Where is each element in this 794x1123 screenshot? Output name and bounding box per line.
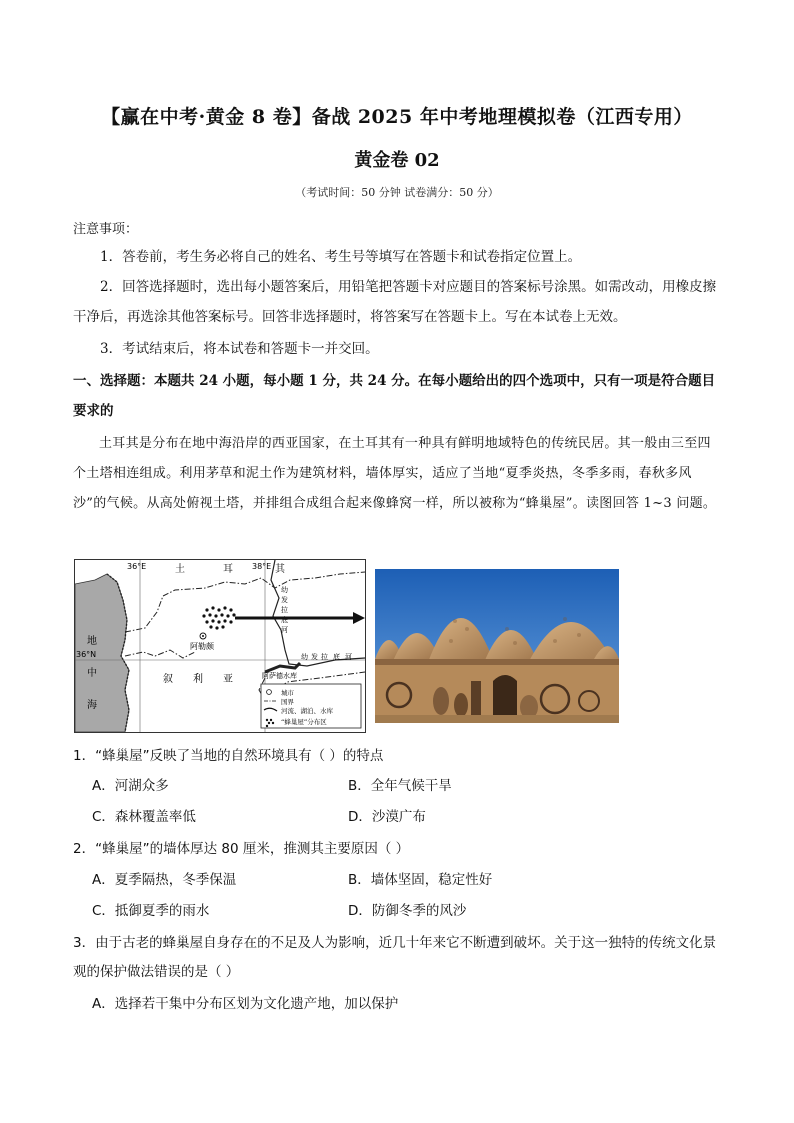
- sea-label-1: 地: [87, 636, 97, 647]
- legend-border: 国界: [281, 698, 294, 706]
- question-1-option-a[interactable]: A．河湖众多: [92, 778, 169, 794]
- border-west: [125, 650, 195, 658]
- sea-label-3: 海: [87, 700, 97, 711]
- beehive-illustration: [375, 569, 619, 723]
- question-2-option-b[interactable]: B．墙体坚固，稳定性好: [348, 872, 493, 888]
- river2-label-3: 拉: [321, 653, 328, 661]
- lon-label-38: 38°E: [252, 562, 272, 571]
- river2-label-4: 底: [333, 653, 340, 661]
- river-label-2: 发: [281, 596, 288, 604]
- question-1-option-c[interactable]: C．森林覆盖率低: [92, 809, 196, 825]
- legend-city: 城市: [281, 689, 294, 697]
- question-1-option-d[interactable]: D．沙漠广布: [348, 809, 426, 825]
- river-label-1: 幼: [281, 586, 288, 594]
- river-label-3: 拉: [281, 606, 288, 614]
- notice-item-1: 1．答卷前，考生务必将自己的姓名、考生号等填写在答题卡和试卷指定位置上。: [100, 249, 582, 265]
- river-label-4: 底: [281, 616, 288, 624]
- river2-label-5: 河: [345, 653, 352, 661]
- lat-label-36: 36°N: [76, 650, 97, 659]
- exam-subtitle: 黄金卷 02: [354, 150, 440, 171]
- reading-passage: 土耳其是分布在地中海沿岸的西亚国家，在土耳其有一种具有鲜明地域特色的传统民居。其一般由三至四个土塔相连组成。利用茅草和泥土作为建筑材料，墙体厚实，适应了当地“夏季炎热，冬季多雨，春秋多风沙”的气候。从高处俯视土塔，并排组合成组合起来像蜂窝一样，所以被称为“蜂巢屋”。读图回答 1~3 问题。: [73, 436, 717, 511]
- question-2-stem: 2．“蜂巢屋”的墙体厚达 80 厘米，推测其主要原因（ ）: [73, 841, 410, 857]
- beehive-distribution: [202, 606, 235, 629]
- arrow-head-icon: [353, 612, 365, 624]
- question-2-option-d[interactable]: D．防御冬季的风沙: [348, 903, 467, 919]
- country-top-1: 土: [175, 564, 185, 575]
- country-top-3: 其: [275, 564, 285, 575]
- country-bottom-1: 叙: [163, 674, 173, 685]
- legend-beehive: “蜂巢屋”分布区: [281, 718, 327, 726]
- lon-label-36: 36°E: [127, 562, 147, 571]
- notice-heading: 注意事项：: [73, 222, 139, 237]
- country-bottom-2: 利: [193, 674, 203, 685]
- country-top-2: 耳: [223, 564, 233, 575]
- notice-item-3: 3．考试结束后，将本试卷和答题卡一并交回。: [100, 341, 379, 357]
- notice-item-2: 2．回答选择题时，选出每小题答案后，用铅笔把答题卡对应题目的答案标号涂黑。如需改动，用橡皮擦干净后，再选涂其他答案标号。回答非选择题时，将答案写在答题卡上。写在本试卷上无效。: [73, 279, 717, 325]
- question-2-option-c[interactable]: C．抵御夏季的雨水: [92, 903, 210, 919]
- map-figure: [74, 559, 366, 733]
- section-heading: 一、选择题：本题共 24 小题，每小题 1 分，共 24 分。在每小题给出的四个选项中，只有一项是符合题目要求的: [73, 373, 716, 419]
- question-3-stem: 3．由于古老的蜂巢屋自身存在的不足及人为影响，近几十年来它不断遭到破坏。关于这一独特的传统文化景观的保护做法错误的是（ ）: [73, 935, 717, 980]
- city-label: 阿勒颇: [190, 642, 214, 651]
- exam-title: 【赢在中考·黄金 8 卷】备战 2025 年中考地理模拟卷（江西专用）: [101, 106, 693, 128]
- question-2-option-a[interactable]: A．夏季隔热，冬季保温: [92, 872, 237, 888]
- reservoir-label: 阿萨德水库: [262, 672, 297, 680]
- country-bottom-3: 亚: [223, 674, 233, 685]
- river-label-5: 河: [281, 626, 288, 634]
- map-svg: [75, 560, 365, 732]
- question-1-stem: 1．“蜂巢屋”反映了当地的自然环境具有（ ）的特点: [73, 748, 384, 764]
- river2-label-1: 幼: [301, 653, 308, 661]
- beehive-house-photo: [375, 569, 619, 723]
- question-1-option-b[interactable]: B．全年气候干旱: [348, 778, 452, 794]
- sea-label-2: 中: [87, 668, 97, 679]
- question-3-option-a[interactable]: A．选择若干集中分布区划为文化遗产地，加以保护: [92, 996, 399, 1012]
- river2-label-2: 发: [311, 653, 318, 661]
- legend-city-icon: [267, 690, 272, 695]
- border-north: [125, 572, 365, 632]
- exam-info: （考试时间：50 分钟 试卷满分：50 分）: [295, 186, 499, 199]
- legend-river: 河流、湖泊、水库: [281, 707, 333, 715]
